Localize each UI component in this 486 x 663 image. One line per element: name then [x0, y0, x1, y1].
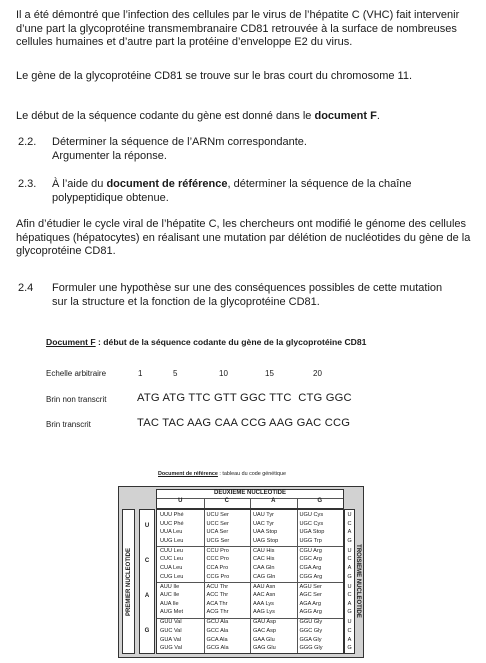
codon-grid	[156, 509, 344, 654]
third-base: U	[347, 583, 352, 590]
codon-cell: CAC His	[253, 556, 275, 563]
codon-cell: GAC Asp	[253, 628, 277, 634]
question-2-2: Déterminer la séquence de l’ARNm correspondante. Argumenter la réponse.	[52, 136, 307, 162]
third-base: G	[347, 573, 352, 580]
third-base: U	[347, 512, 352, 518]
third-base: C	[347, 556, 352, 563]
third-base: U	[347, 619, 352, 626]
sequence-start-text: Le début de la séquence codante du gène est donné dans le document F.	[16, 110, 380, 122]
codon-cell: AGC Ser	[299, 592, 322, 599]
codon-cell: UAU Tyr	[253, 512, 275, 518]
first-base: U	[144, 523, 150, 529]
codon-cell: AUU Ile	[160, 583, 180, 590]
codon-cell: GCC Ala	[206, 628, 229, 634]
scale-tick: 10	[219, 369, 228, 378]
first-nucleotide-header: PREMIER NUCLEOTIDE	[122, 509, 135, 654]
gene-location-text: Le gène de la glycoprotéine CD81 se trouve sur le bras court du chromosome 11.	[16, 70, 413, 82]
codon-cell: AGA Arg	[299, 600, 321, 607]
intro-paragraph: Il a été démontré que l’infection des cellules par le virus de l’hépatite C (VHC) fait intervenir d’une part la glycoprotéine transmembranaire CD81 retrouvée à la surface de nombreuses cellules humaines et d’autre part la protéine d’enveloppe E2 du virus.	[16, 9, 460, 48]
scale-tick: 20	[313, 369, 322, 378]
third-base-column	[344, 509, 355, 654]
codon-cell: AGG Arg	[299, 609, 322, 616]
codon-cell: CCU Pro	[206, 547, 229, 554]
third-base: G	[347, 609, 352, 616]
codon-cell: UAA Stop	[253, 529, 278, 536]
codon-cell: UAC Tyr	[253, 520, 275, 527]
codon-cell: AUC Ile	[160, 592, 180, 599]
third-base: A	[347, 636, 352, 643]
codon-cell: AAA Lys	[253, 600, 274, 607]
question-number: 2.4	[18, 282, 34, 294]
second-base: C	[224, 498, 229, 504]
codon-cell: AUG Met	[160, 609, 184, 616]
codon-cell: CGC Arg	[299, 556, 322, 563]
codon-cell: UCA Ser	[206, 529, 229, 536]
question-2-3: À l’aide du document de référence, déterminer la séquence de la chaîne polypeptidique obtenue.	[52, 178, 412, 204]
second-base: U	[178, 498, 183, 504]
codon-cell: AAG Lys	[253, 609, 275, 616]
first-base: C	[144, 558, 150, 564]
second-nucleotide-header: DEUXIEME NUCLEOTIDE U C A G	[156, 489, 344, 509]
document-f-title: Document F : début de la séquence codante du gène de la glycoprotéine CD81	[46, 337, 367, 347]
transcribed-sequence: TAC TAC AAG CAA CCG AAG GAC CCG	[137, 417, 351, 429]
codon-cell: UUG Leu	[160, 537, 184, 544]
question-number: 2.3.	[18, 178, 37, 190]
scale-tick: 15	[265, 369, 274, 378]
codon-cell: CCG Pro	[206, 573, 230, 580]
codon-cell: UGG Trp	[299, 537, 322, 544]
codon-cell: CCA Pro	[206, 565, 229, 571]
scale-label: Echelle arbitraire	[46, 369, 107, 378]
codon-cell: UUU Phé	[160, 512, 184, 518]
third-base: A	[347, 600, 352, 607]
codon-cell: GAG Glu	[253, 645, 276, 652]
third-base: U	[347, 547, 352, 554]
codon-cell: UAG Stop	[253, 537, 279, 544]
codon-cell: GCA Ala	[206, 636, 228, 643]
codon-cell: GUA Val	[160, 636, 182, 643]
codon-cell: ACC Thr	[206, 592, 229, 599]
first-base-column	[139, 509, 155, 654]
codon-cell: UGA Stop	[299, 529, 325, 536]
third-base: C	[347, 520, 352, 527]
codon-cell: UGU Cys	[299, 512, 324, 518]
third-base: G	[347, 537, 352, 544]
third-base: G	[347, 645, 352, 652]
codon-cell: AAU Asn	[253, 583, 276, 590]
third-base: C	[347, 592, 352, 599]
codon-cell: UCG Ser	[206, 537, 230, 544]
third-nucleotide-header: TROISIEME NUCLEOTIDE	[355, 543, 361, 618]
transcribed-label: Brin transcrit	[46, 420, 91, 429]
codon-cell: AAC Asn	[253, 592, 276, 599]
question-2-4: Formuler une hypothèse sur une des conséquences possibles de cette mutation sur la structure et la fonction de la glycoprotéine CD81.	[52, 282, 443, 308]
first-base: G	[144, 628, 150, 634]
non-transcribed-label: Brin non transcrit	[46, 395, 107, 404]
codon-cell: UGC Cys	[299, 520, 324, 527]
codon-cell: GGA Gly	[299, 636, 322, 643]
codon-cell: ACG Thr	[206, 609, 229, 616]
third-base: A	[347, 565, 352, 571]
codon-cell: UUA Leu	[160, 529, 183, 536]
codon-cell: UCC Ser	[206, 520, 229, 527]
question-number: 2.2.	[18, 136, 37, 148]
codon-cell: UCU Ser	[206, 512, 229, 518]
second-base: G	[317, 498, 323, 504]
codon-cell: GGG Gly	[299, 645, 323, 652]
codon-cell: GAA Glu	[253, 636, 275, 643]
codon-cell: GGU Gly	[299, 619, 323, 626]
codon-cell: CGG Arg	[299, 573, 323, 580]
first-base: A	[144, 593, 150, 599]
codon-cell: GGC Gly	[299, 628, 323, 634]
third-base: C	[347, 628, 352, 634]
codon-cell: AGU Ser	[299, 583, 322, 590]
codon-cell: GCU Ala	[206, 619, 229, 626]
reference-title: Document de référence : tableau du code génétique	[158, 471, 286, 477]
non-transcribed-sequence: ATG ATG TTC GTT GGC TTC CTG GGC	[137, 392, 352, 404]
codon-cell: AUA Ile	[160, 600, 179, 607]
codon-cell: CGU Arg	[299, 547, 322, 554]
codon-cell: CUG Leu	[160, 573, 184, 580]
codon-cell: GUU Val	[160, 619, 182, 626]
codon-cell: CUA Leu	[160, 565, 183, 571]
codon-cell: ACA Thr	[206, 600, 228, 607]
second-base: A	[271, 498, 276, 504]
codon-cell: CGA Arg	[299, 565, 322, 571]
codon-cell: CAA Gln	[253, 565, 275, 571]
codon-cell: CAG Gln	[253, 573, 276, 580]
codon-cell: ACU Thr	[206, 583, 229, 590]
codon-cell: CUU Leu	[160, 547, 184, 554]
genetic-code-table	[118, 486, 364, 658]
codon-cell: GAU Asp	[253, 619, 277, 626]
codon-cell: GCG Ala	[206, 645, 229, 652]
mutation-paragraph: Afin d’étudier le cycle viral de l’hépatite C, les chercheurs ont modifié le génome des cellules hépatiques (hépatocytes) en réalisant une mutation par délétion de nucléotides du gène de la glycoprotéine CD81.	[16, 218, 471, 257]
codon-cell: CCC Pro	[206, 556, 229, 563]
codon-cell: UUC Phé	[160, 520, 184, 527]
codon-cell: GUC Val	[160, 628, 182, 634]
codon-cell: CAU His	[253, 547, 275, 554]
scale-tick: 1	[138, 369, 143, 378]
scale-tick: 5	[173, 369, 178, 378]
codon-cell: CUC Leu	[160, 556, 184, 563]
codon-cell: GUG Val	[160, 645, 182, 652]
third-base: A	[347, 529, 352, 536]
